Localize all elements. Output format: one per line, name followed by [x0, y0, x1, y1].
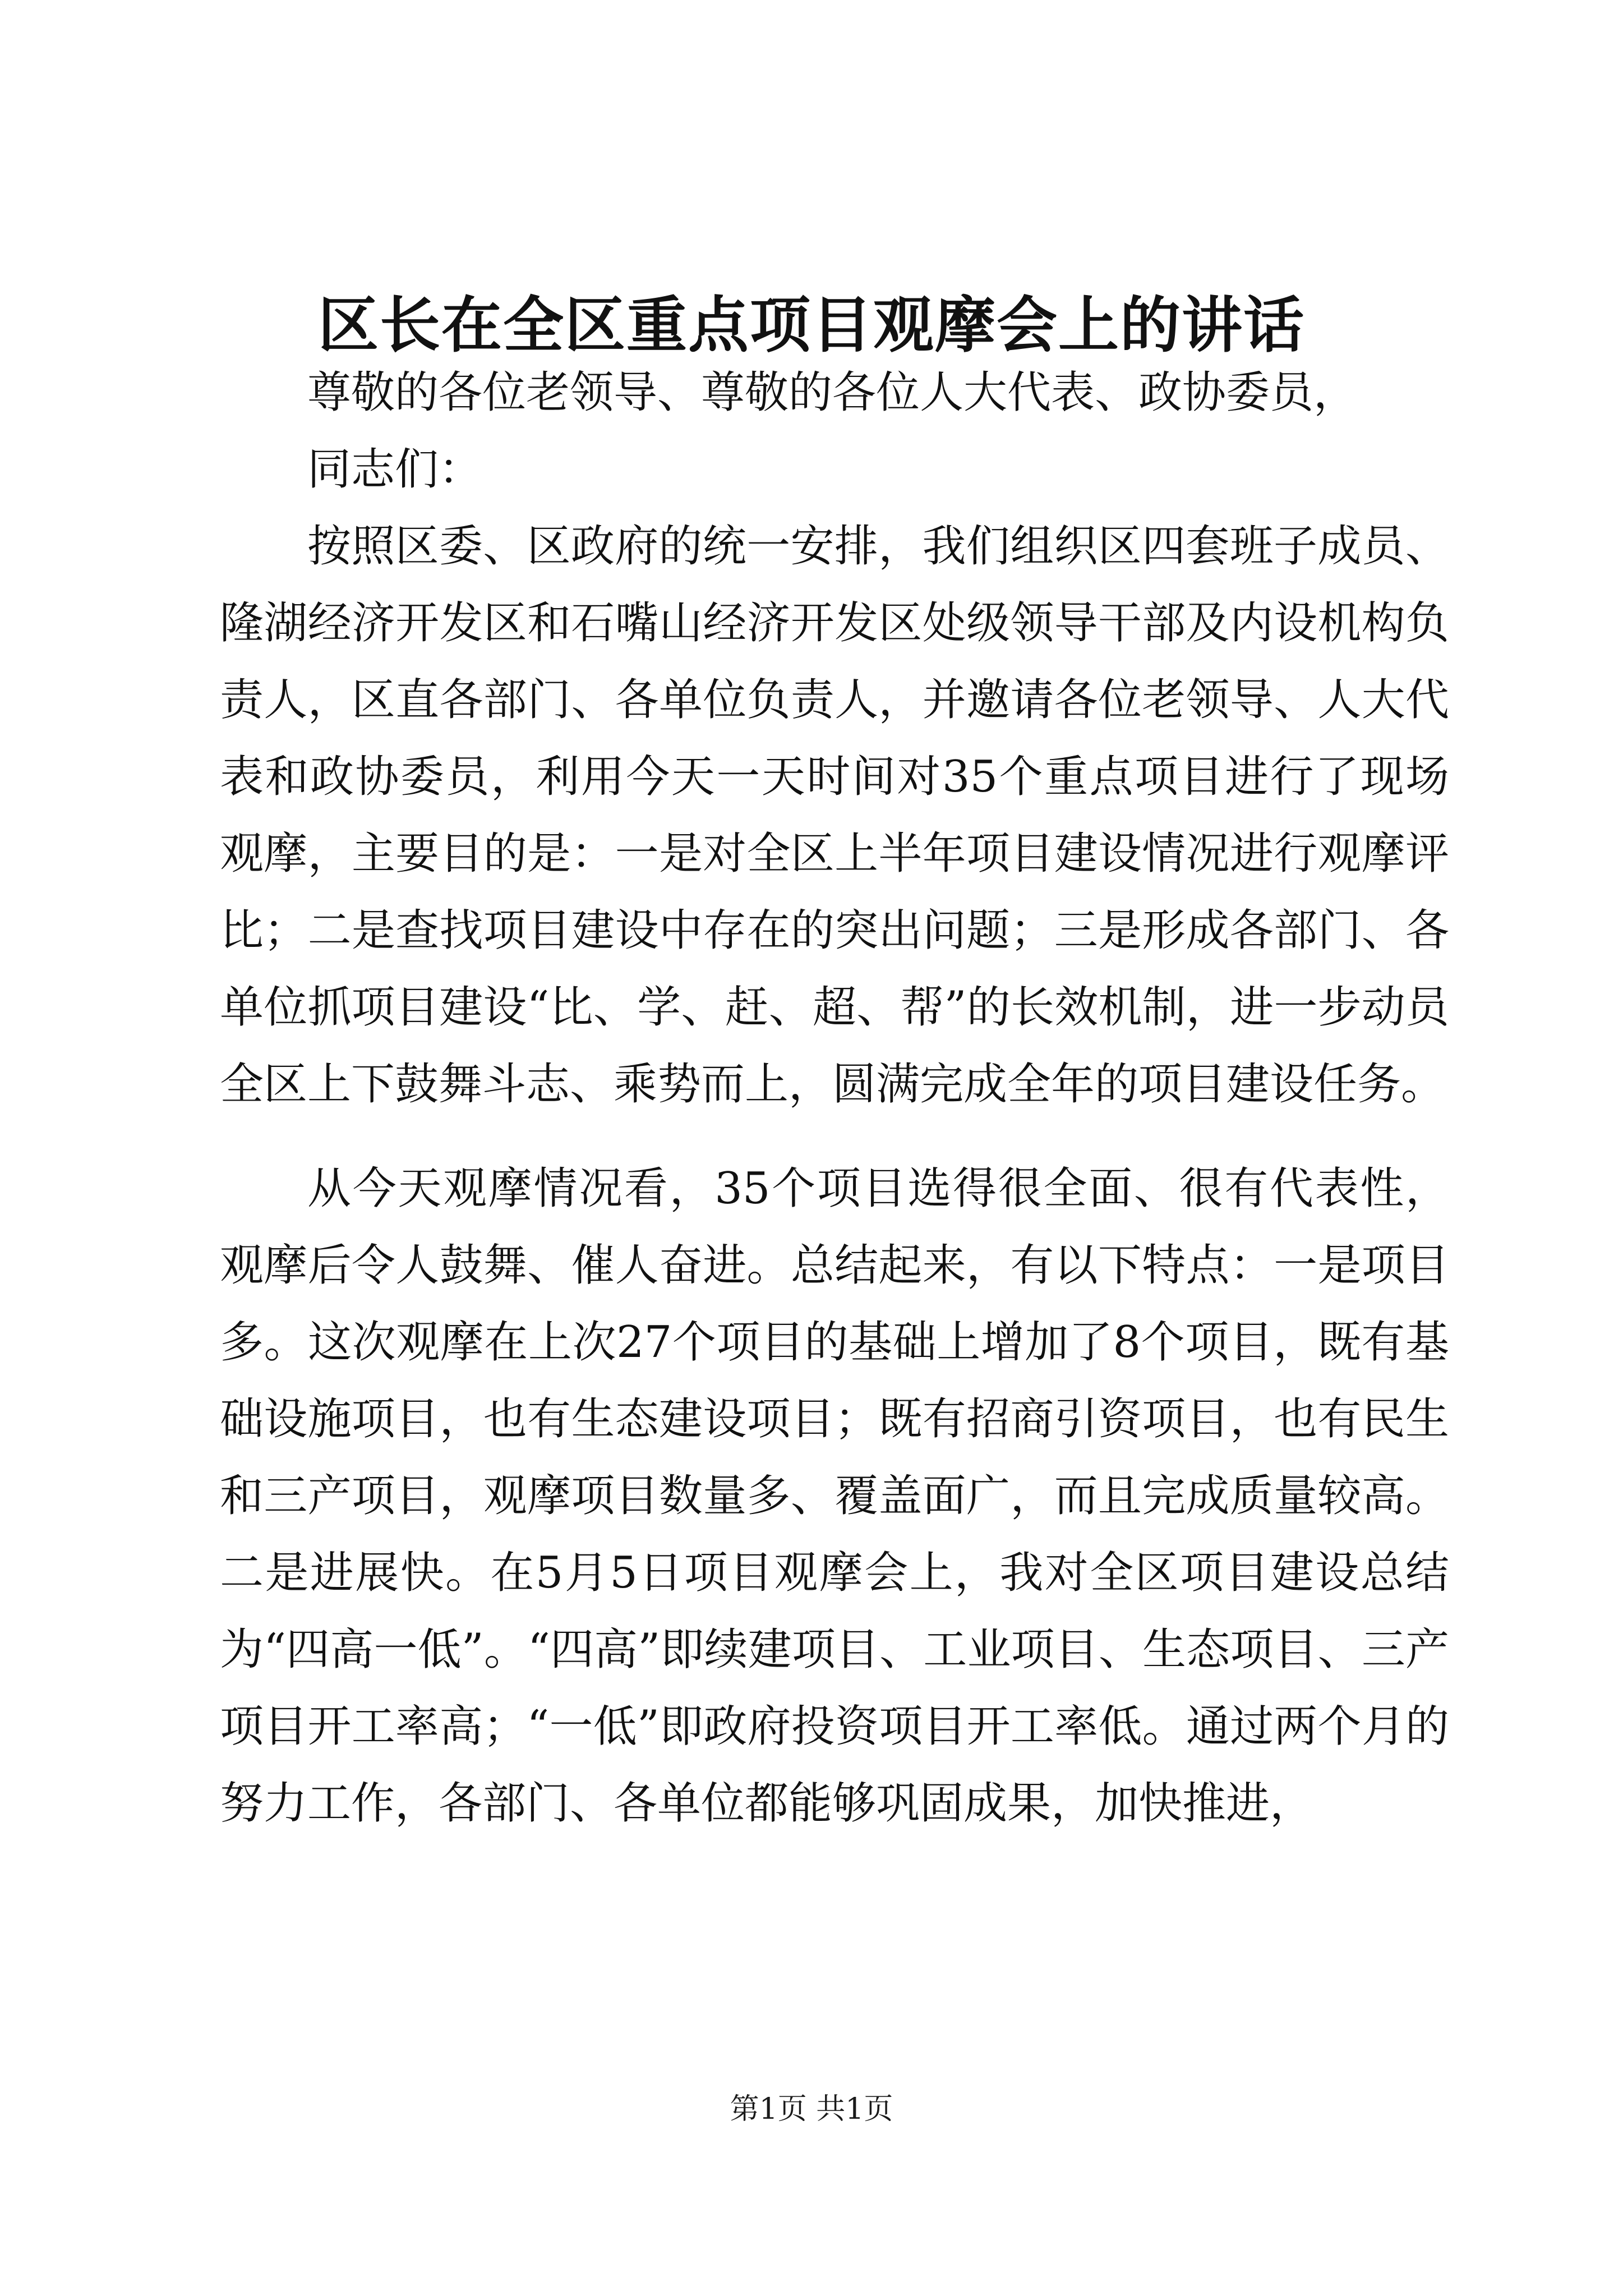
paragraph-arrangement: 按照区委、区政府的统一安排，我们组织区四套班子成员、隆湖经济开发区和石嘴山经济开发区处级领导干部及内设机构负责人，区直各部门、各单位负责人，并邀请各位老领导、人大代表和政协委员，利用今天一天时间对35个重点项目进行了现场观摩，主要目的是：一是对全区上半年项目建设情况进行观摩评比；二是查找项目建设中存在的突出问题；三是形成各部门、各单位抓项目建设“比、学、赶、超、帮”的长效机制，进一步动员全区上下鼓舞斗志、乘势而上，圆满完成全年的项目建设任务。: [220, 521, 1449, 1110]
salutation-comrades: 同志们：: [307, 444, 483, 495]
document-title: 区长在全区重点项目观摩会上的讲话: [317, 290, 1305, 361]
document-body: [220, 355, 1449, 1842]
page-footer: 第1页 共1页: [730, 2092, 893, 2126]
salutation-line: 尊敬的各位老领导、尊敬的各位人大代表、政协委员，: [307, 367, 1358, 418]
paragraph-observation: 从今天观摩情况看，35个项目选得很全面、很有代表性，观摩后令人鼓舞、催人奋进。总结起来，有以下特点：一是项目多。这次观摩在上次27个项目的基础上增加了8个项目，既有基础设施项目，也有生态建设项目；既有招商引资项目，也有民生和三产项目，观摩项目数量多、覆盖面广，而且完成质量较高。二是进展快。在5月5日项目观摩会上，我对全区项目建设总结为“四高一低”。“四高”即续建项目、工业项目、生态项目、三产项目开工率高；“一低”即政府投资项目开工率低。通过两个月的努力工作，各部门、各单位都能够巩固成果，加快推进，: [220, 1163, 1449, 1829]
